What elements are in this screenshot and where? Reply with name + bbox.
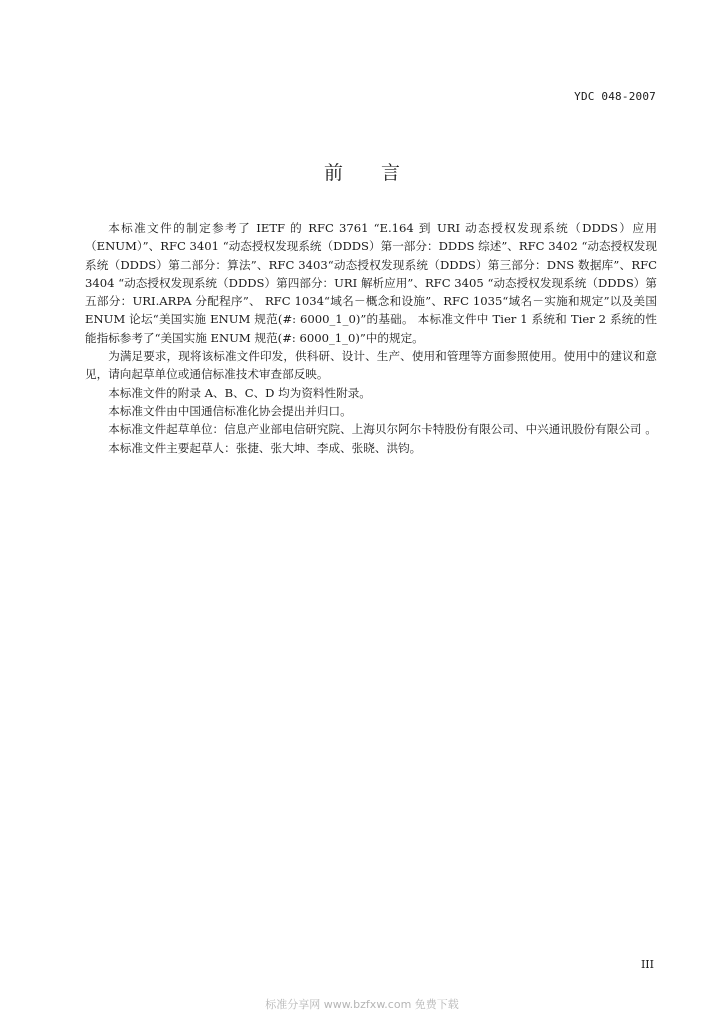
page-number: III — [640, 958, 654, 971]
paragraph-appendix: 本标准文件的附录 A、B、C、D 均为资料性附录。 — [108, 385, 371, 400]
watermark: 标准分享网 www.bzfxw.com 免费下载 — [265, 998, 459, 1011]
paragraph-drafters: 本标准文件主要起草人：张捷、张大坤、李成、张晓、洪钧。 — [108, 440, 422, 455]
paragraph-proposer: 本标准文件由中国通信标准化协会提出并归口。 — [108, 403, 352, 418]
preface-body — [85, 219, 657, 457]
page-title: 前言 — [323, 162, 438, 184]
paragraph-usage: 为满足要求，现将该标准文件印发，供科研、设计、生产、使用和管理等方面参照使用。使用中的建议和意见，请向起草单位或通信标准技术审查部反映。 — [85, 349, 657, 382]
paragraph-drafting-units: 本标准文件起草单位：信息产业部电信研究院、上海贝尔阿尔卡特股份有限公司、中兴通讯股份有限公司 。 — [108, 422, 657, 437]
document-code: YDC 048-2007 — [574, 90, 656, 103]
paragraph-references: 本标准文件的制定参考了 IETF 的 RFC 3761 “E.164 到 URI 动态授权发现系统（DDDS）应用（ENUM）”、RFC 3401 “动态授权发现系统（DDDS）第一部分：DDDS 综述”、RFC 3402 “动态授权发现系统（DDDS）第二部分：算法”、RFC 3403“动态授权发现系统（DDDS）第三部分：DNS 数据库”、RFC 3404 “动态授权发现系统（DDDS）第四部分：URI 解析应用”、RFC 3405 “动态授权发现系统（DDDS）第五部分：URI.ARPA 分配程序”、 RFC 1034“域名－概念和设施”、RFC 1035“域名－实施和规定”以及美国 ENUM 论坛“美国实施 ENUM 规范(#: 6000_1_0)”的基础。 本标准文件中 Tier 1 系统和 Tier 2 系统的性能指标参考了“美国实施 ENUM 规范(#: 6000_1_0)”中的规定。 — [85, 221, 657, 345]
